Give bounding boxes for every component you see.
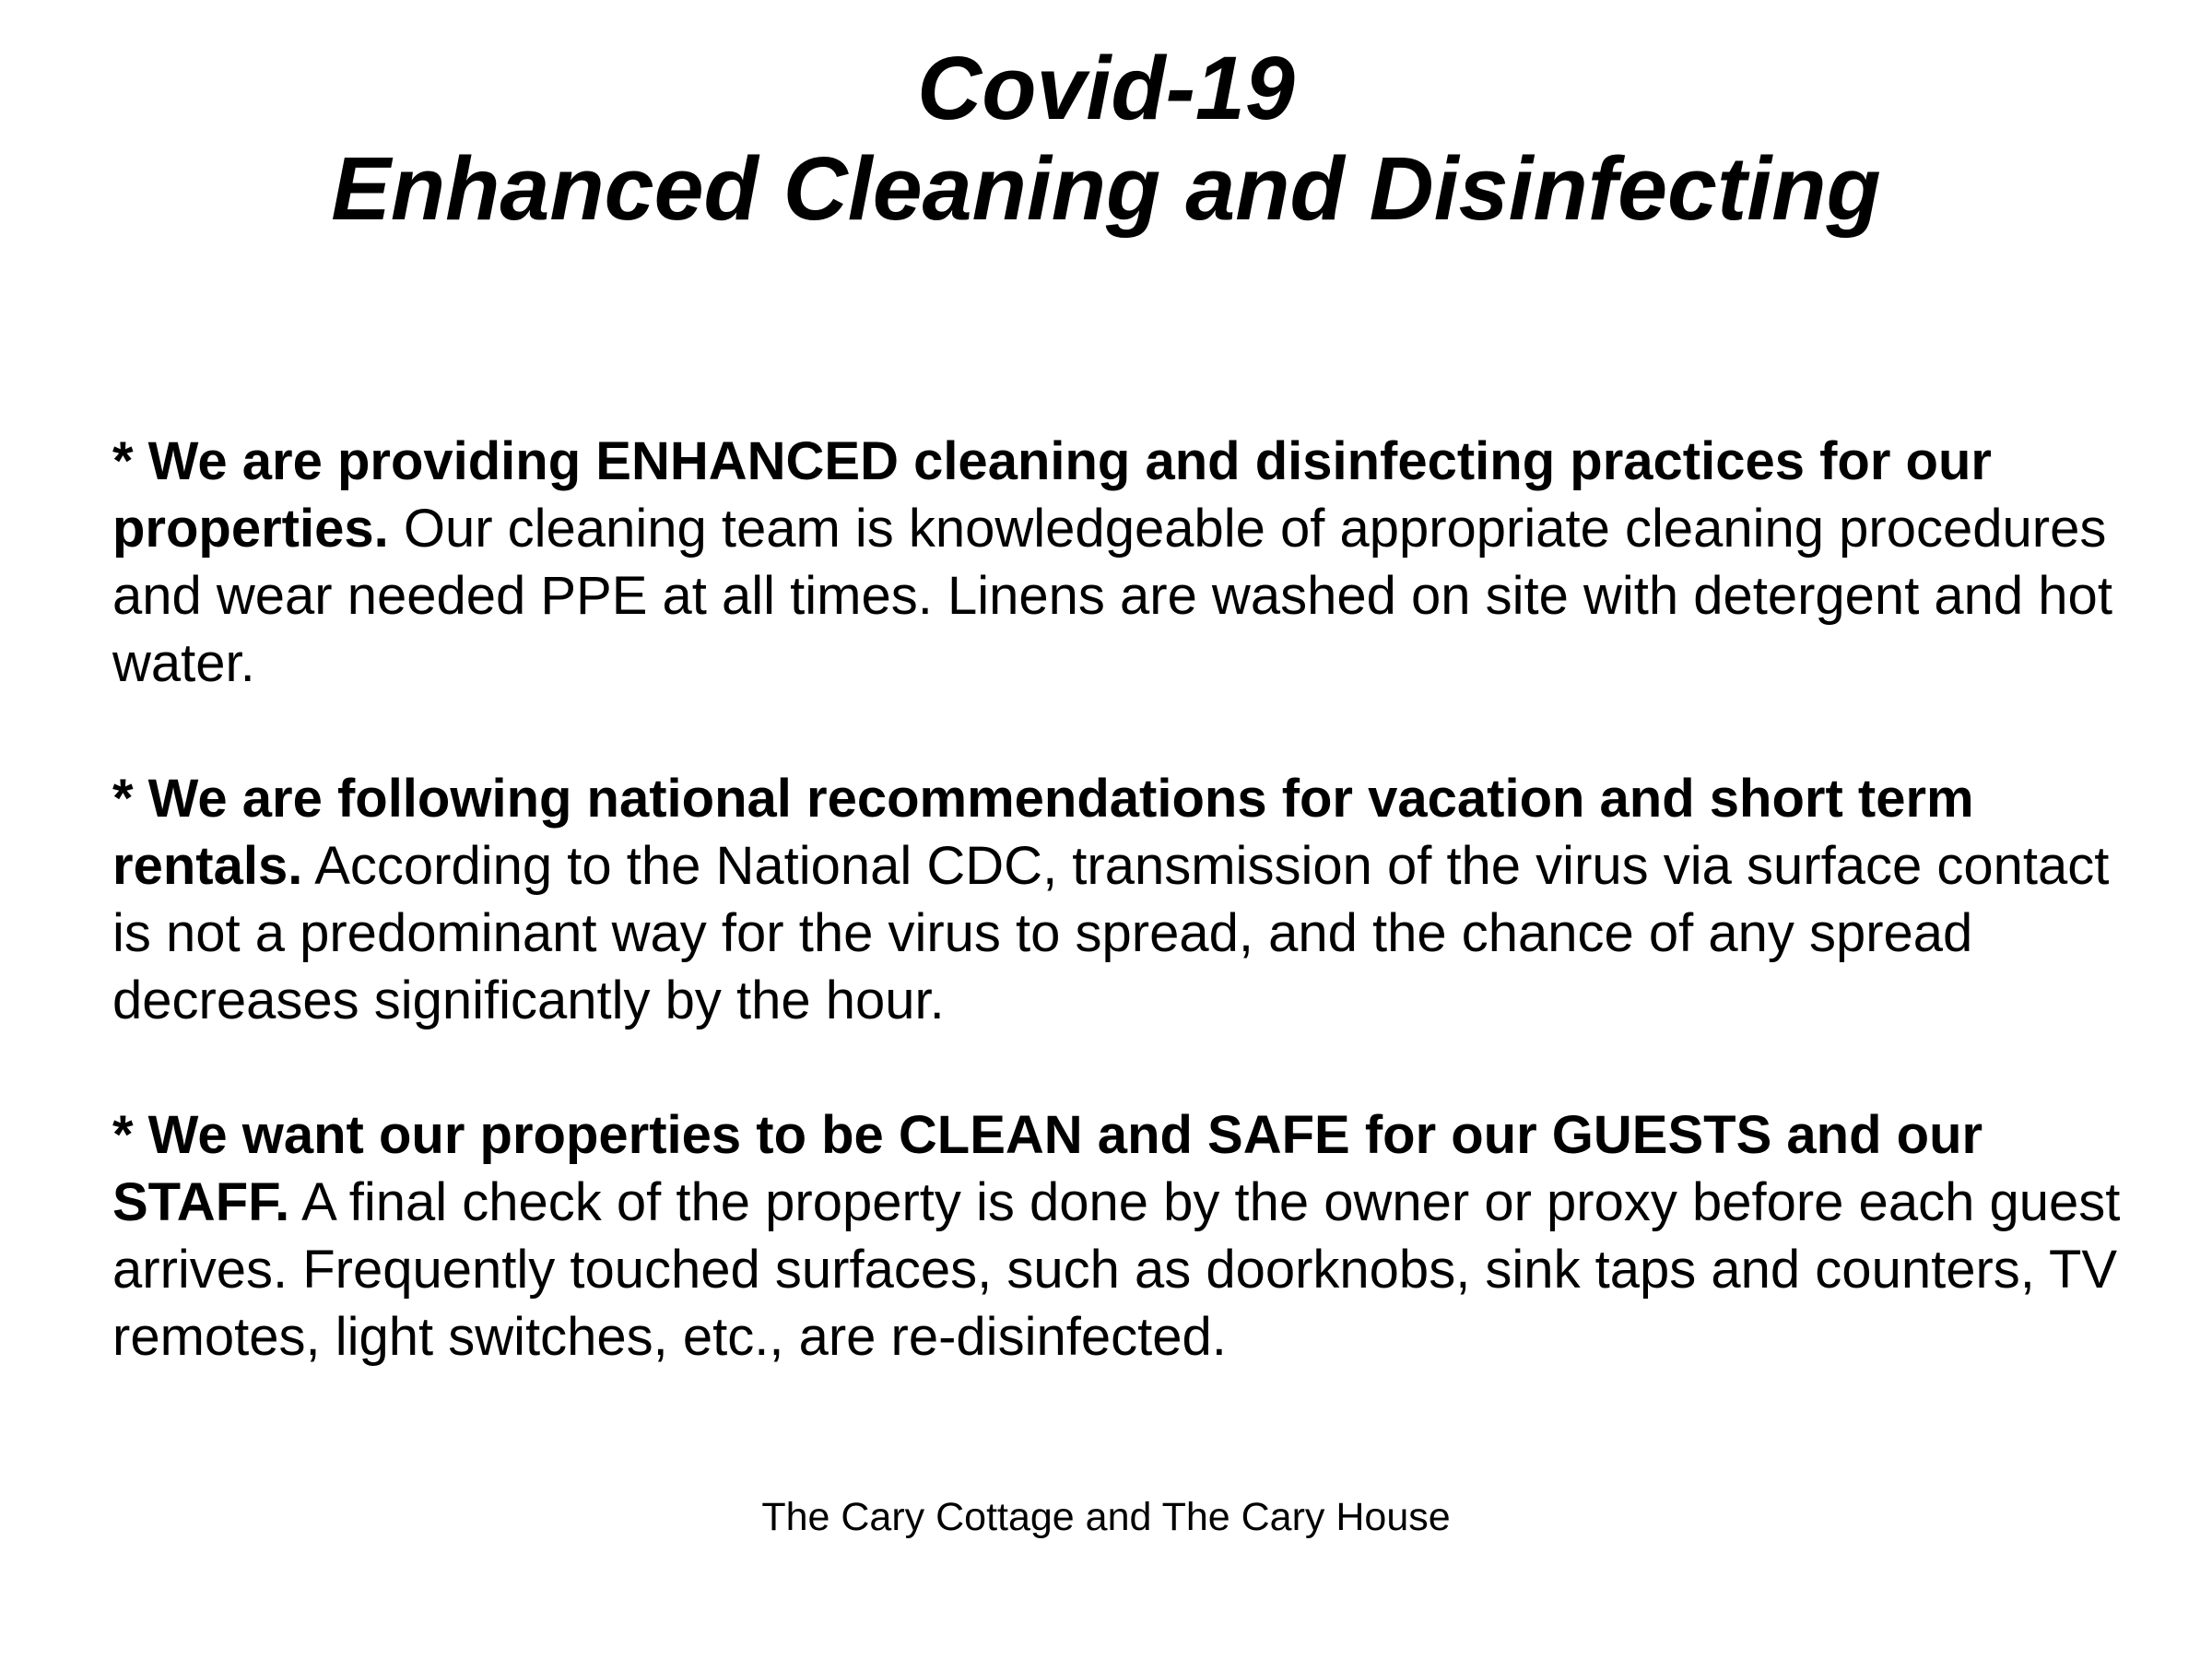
footer-property-names: The Cary Cottage and The Cary House [761, 1495, 1451, 1540]
title-line-2: Enhanced Cleaning and Disinfecting [331, 137, 1881, 239]
document-body [0, 428, 2212, 1371]
paragraph-2-text: According to the National CDC, transmission of the virus via surface contact is not a predominant way for the virus to spread, and the chance of any spread decreases significantly by the hour. [112, 835, 2110, 1030]
paragraph-3-bold-lead: * We want our properties to be CLEAN and SAFE for our GUESTS and our STAFF. [112, 1104, 1983, 1232]
paragraph-1-bold-lead: * We are providing ENHANCED cleaning and disinfecting practices for our properties. [112, 431, 1992, 559]
document-title [0, 0, 2212, 239]
paragraph-2-bold-lead: * We are following national recommendations for vacation and short term rentals. [112, 768, 1974, 896]
paragraph-enhanced-cleaning [112, 428, 2131, 697]
paragraph-1-text: Our cleaning team is knowledgeable of appropriate cleaning procedures and wear needed PPE at all times. Linens are washed on site with detergent and hot water. [112, 499, 2112, 694]
paragraph-clean-and-safe [112, 1101, 2131, 1371]
title-line-1: Covid-19 [917, 38, 1295, 138]
paragraph-national-recommendations [112, 765, 2131, 1034]
paragraph-3-text: A final check of the property is done by the owner or proxy before each guest arrives. Frequently touched surfaces, such as doorknobs, sink taps and counters, TV remotes, light switches, etc., are re-disinfected. [112, 1171, 2121, 1368]
